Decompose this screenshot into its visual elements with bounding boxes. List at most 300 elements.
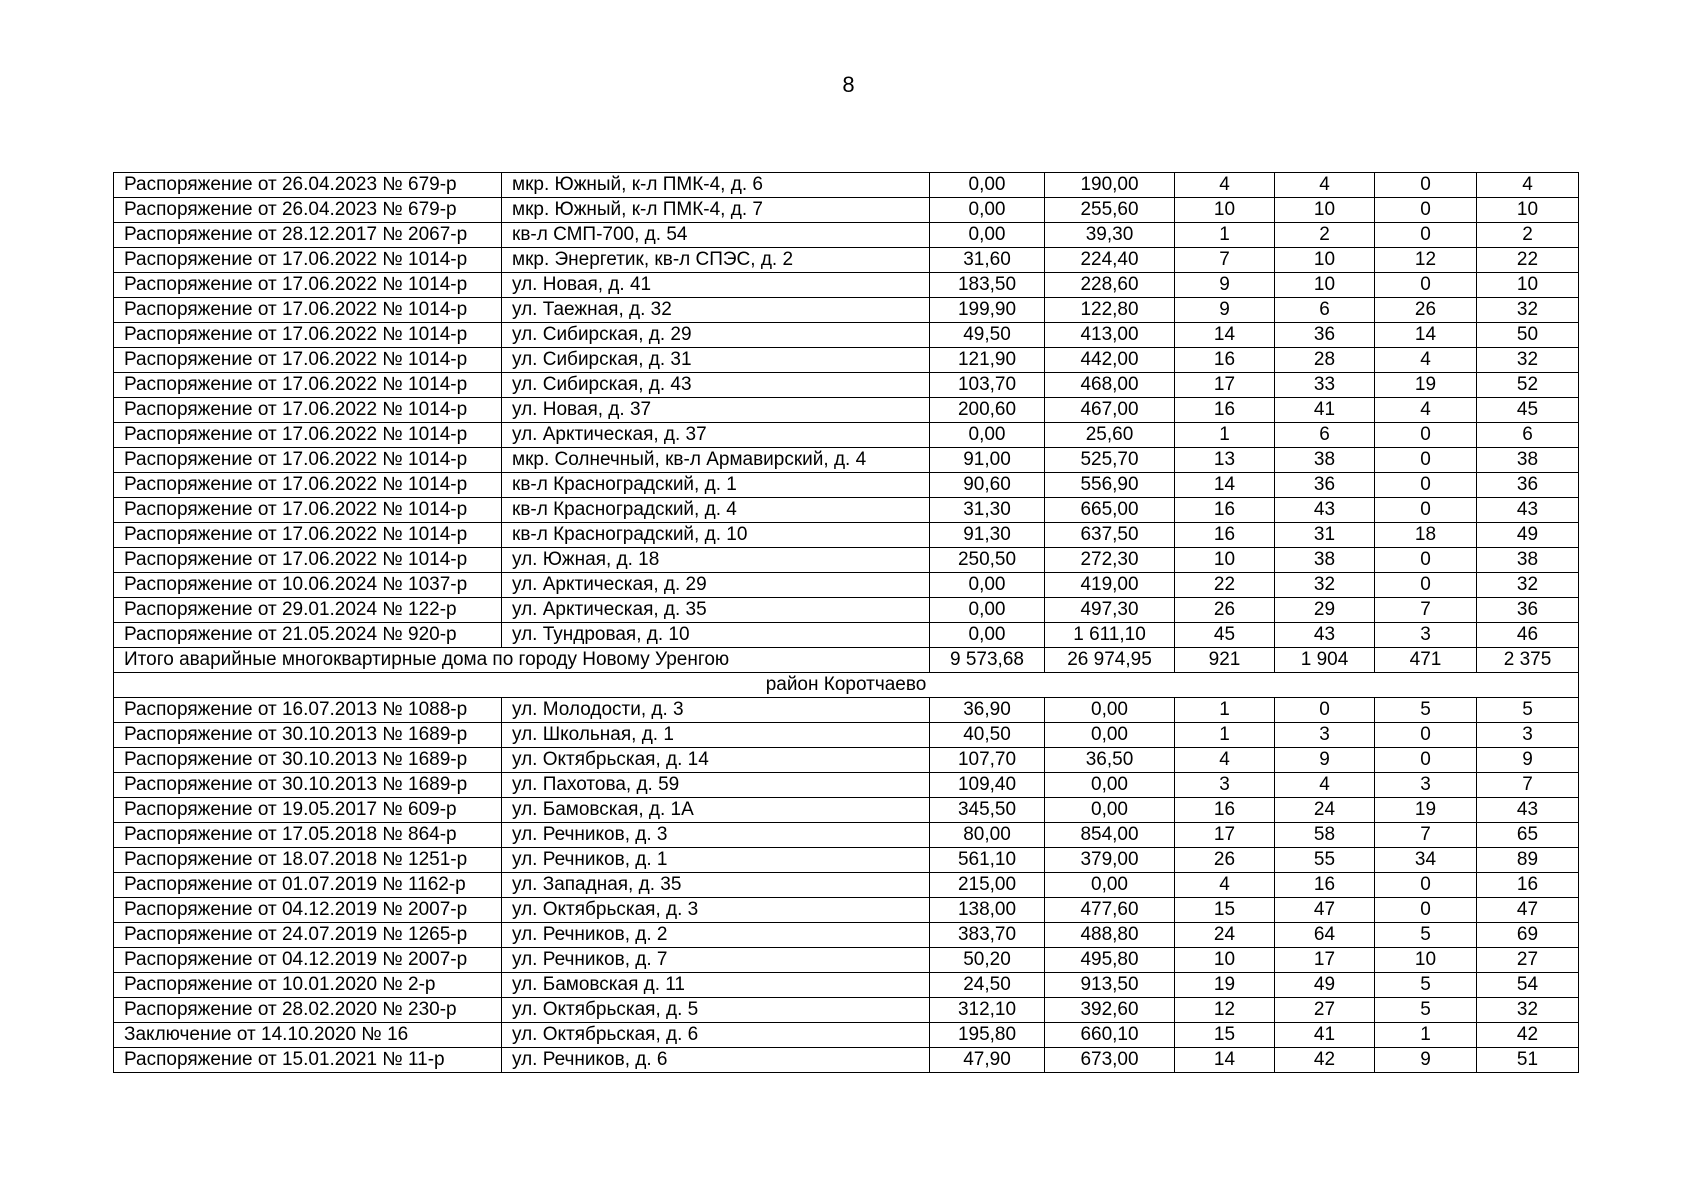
area-cell: 91,30 bbox=[930, 523, 1045, 548]
count-cell: 19 bbox=[1175, 973, 1275, 998]
area-cell: 660,10 bbox=[1045, 1023, 1175, 1048]
area-cell: 138,00 bbox=[930, 898, 1045, 923]
area-cell: 0,00 bbox=[1045, 723, 1175, 748]
doc-cell: Распоряжение от 17.06.2022 № 1014-р bbox=[114, 348, 502, 373]
count-cell: 4 bbox=[1175, 873, 1275, 898]
area-cell: 103,70 bbox=[930, 373, 1045, 398]
count-cell: 19 bbox=[1375, 798, 1477, 823]
area-cell: 525,70 bbox=[1045, 448, 1175, 473]
count-cell: 10 bbox=[1175, 198, 1275, 223]
total-value: 26 974,95 bbox=[1045, 648, 1175, 673]
count-cell: 16 bbox=[1175, 523, 1275, 548]
doc-cell: Распоряжение от 28.12.2017 № 2067-р bbox=[114, 223, 502, 248]
doc-cell: Распоряжение от 15.01.2021 № 11-р bbox=[114, 1048, 502, 1073]
count-cell: 0 bbox=[1375, 423, 1477, 448]
area-cell: 0,00 bbox=[1045, 773, 1175, 798]
address-cell: ул. Новая, д. 37 bbox=[502, 398, 930, 423]
count-cell: 14 bbox=[1175, 323, 1275, 348]
count-cell: 1 bbox=[1175, 423, 1275, 448]
table-row bbox=[114, 623, 1579, 648]
address-cell: ул. Бамовская, д. 1А bbox=[502, 798, 930, 823]
count-cell: 22 bbox=[1175, 573, 1275, 598]
count-cell: 26 bbox=[1175, 848, 1275, 873]
total-value: 921 bbox=[1175, 648, 1275, 673]
doc-cell: Распоряжение от 17.06.2022 № 1014-р bbox=[114, 398, 502, 423]
doc-cell: Распоряжение от 17.06.2022 № 1014-р bbox=[114, 298, 502, 323]
count-cell: 89 bbox=[1477, 848, 1579, 873]
count-cell: 16 bbox=[1175, 398, 1275, 423]
table-row bbox=[114, 473, 1579, 498]
count-cell: 0 bbox=[1375, 173, 1477, 198]
area-cell: 379,00 bbox=[1045, 848, 1175, 873]
count-cell: 10 bbox=[1175, 948, 1275, 973]
doc-cell: Распоряжение от 01.07.2019 № 1162-р bbox=[114, 873, 502, 898]
table-row bbox=[114, 873, 1579, 898]
doc-cell: Распоряжение от 10.01.2020 № 2-р bbox=[114, 973, 502, 998]
section-title: район Коротчаево bbox=[114, 673, 1579, 698]
count-cell: 26 bbox=[1175, 598, 1275, 623]
count-cell: 10 bbox=[1175, 548, 1275, 573]
count-cell: 52 bbox=[1477, 373, 1579, 398]
area-cell: 0,00 bbox=[1045, 698, 1175, 723]
doc-cell: Распоряжение от 26.04.2023 № 679-р bbox=[114, 198, 502, 223]
address-cell: кв-л Красноградский, д. 1 bbox=[502, 473, 930, 498]
table-row bbox=[114, 598, 1579, 623]
count-cell: 15 bbox=[1175, 1023, 1275, 1048]
count-cell: 0 bbox=[1375, 223, 1477, 248]
address-cell: ул. Октябрьская, д. 5 bbox=[502, 998, 930, 1023]
count-cell: 9 bbox=[1175, 298, 1275, 323]
area-cell: 107,70 bbox=[930, 748, 1045, 773]
count-cell: 3 bbox=[1275, 723, 1375, 748]
total-value: 2 375 bbox=[1477, 648, 1579, 673]
count-cell: 1 bbox=[1175, 723, 1275, 748]
table-row bbox=[114, 523, 1579, 548]
table-row bbox=[114, 423, 1579, 448]
table-row bbox=[114, 898, 1579, 923]
table-row bbox=[114, 223, 1579, 248]
address-cell: ул. Арктическая, д. 35 bbox=[502, 598, 930, 623]
doc-cell: Распоряжение от 29.01.2024 № 122-р bbox=[114, 598, 502, 623]
area-cell: 312,10 bbox=[930, 998, 1045, 1023]
count-cell: 4 bbox=[1275, 173, 1375, 198]
count-cell: 42 bbox=[1477, 1023, 1579, 1048]
count-cell: 10 bbox=[1275, 248, 1375, 273]
count-cell: 15 bbox=[1175, 898, 1275, 923]
count-cell: 12 bbox=[1175, 998, 1275, 1023]
address-cell: ул. Речников, д. 7 bbox=[502, 948, 930, 973]
table-row bbox=[114, 498, 1579, 523]
count-cell: 45 bbox=[1477, 398, 1579, 423]
count-cell: 51 bbox=[1477, 1048, 1579, 1073]
area-cell: 0,00 bbox=[930, 423, 1045, 448]
count-cell: 47 bbox=[1275, 898, 1375, 923]
address-cell: кв-л СМП-700, д. 54 bbox=[502, 223, 930, 248]
area-cell: 467,00 bbox=[1045, 398, 1175, 423]
area-cell: 468,00 bbox=[1045, 373, 1175, 398]
area-cell: 228,60 bbox=[1045, 273, 1175, 298]
count-cell: 16 bbox=[1175, 498, 1275, 523]
table-row bbox=[114, 973, 1579, 998]
area-cell: 255,60 bbox=[1045, 198, 1175, 223]
count-cell: 4 bbox=[1175, 173, 1275, 198]
address-cell: мкр. Энергетик, кв-л СПЭС, д. 2 bbox=[502, 248, 930, 273]
address-cell: ул. Октябрьская, д. 14 bbox=[502, 748, 930, 773]
count-cell: 4 bbox=[1375, 348, 1477, 373]
table-row bbox=[114, 748, 1579, 773]
count-cell: 32 bbox=[1275, 573, 1375, 598]
address-cell: ул. Речников, д. 3 bbox=[502, 823, 930, 848]
address-cell: ул. Речников, д. 6 bbox=[502, 1048, 930, 1073]
count-cell: 16 bbox=[1175, 798, 1275, 823]
total-value: 471 bbox=[1375, 648, 1477, 673]
count-cell: 17 bbox=[1175, 373, 1275, 398]
table-row bbox=[114, 198, 1579, 223]
area-cell: 913,50 bbox=[1045, 973, 1175, 998]
area-cell: 673,00 bbox=[1045, 1048, 1175, 1073]
area-cell: 250,50 bbox=[930, 548, 1045, 573]
count-cell: 3 bbox=[1175, 773, 1275, 798]
address-cell: ул. Пахотова, д. 59 bbox=[502, 773, 930, 798]
area-cell: 40,50 bbox=[930, 723, 1045, 748]
area-cell: 0,00 bbox=[930, 623, 1045, 648]
count-cell: 5 bbox=[1375, 998, 1477, 1023]
doc-cell: Распоряжение от 17.06.2022 № 1014-р bbox=[114, 323, 502, 348]
count-cell: 26 bbox=[1375, 298, 1477, 323]
area-cell: 488,80 bbox=[1045, 923, 1175, 948]
address-cell: ул. Сибирская, д. 29 bbox=[502, 323, 930, 348]
area-cell: 0,00 bbox=[930, 573, 1045, 598]
count-cell: 17 bbox=[1275, 948, 1375, 973]
count-cell: 19 bbox=[1375, 373, 1477, 398]
address-cell: мкр. Южный, к-л ПМК-4, д. 7 bbox=[502, 198, 930, 223]
doc-cell: Распоряжение от 10.06.2024 № 1037-р bbox=[114, 573, 502, 598]
count-cell: 9 bbox=[1175, 273, 1275, 298]
address-cell: ул. Школьная, д. 1 bbox=[502, 723, 930, 748]
count-cell: 69 bbox=[1477, 923, 1579, 948]
address-cell: кв-л Красноградский, д. 10 bbox=[502, 523, 930, 548]
count-cell: 49 bbox=[1275, 973, 1375, 998]
count-cell: 5 bbox=[1375, 973, 1477, 998]
count-cell: 43 bbox=[1275, 623, 1375, 648]
address-cell: ул. Сибирская, д. 43 bbox=[502, 373, 930, 398]
total-label: Итого аварийные многоквартирные дома по городу Новому Уренгою bbox=[114, 648, 930, 673]
area-cell: 0,00 bbox=[930, 173, 1045, 198]
count-cell: 9 bbox=[1477, 748, 1579, 773]
count-cell: 2 bbox=[1275, 223, 1375, 248]
address-cell: ул. Речников, д. 1 bbox=[502, 848, 930, 873]
count-cell: 58 bbox=[1275, 823, 1375, 848]
count-cell: 65 bbox=[1477, 823, 1579, 848]
count-cell: 5 bbox=[1477, 698, 1579, 723]
area-cell: 215,00 bbox=[930, 873, 1045, 898]
count-cell: 13 bbox=[1175, 448, 1275, 473]
area-cell: 0,00 bbox=[930, 598, 1045, 623]
count-cell: 7 bbox=[1175, 248, 1275, 273]
count-cell: 54 bbox=[1477, 973, 1579, 998]
count-cell: 9 bbox=[1275, 748, 1375, 773]
count-cell: 6 bbox=[1275, 298, 1375, 323]
count-cell: 7 bbox=[1375, 823, 1477, 848]
doc-cell: Заключение от 14.10.2020 № 16 bbox=[114, 1023, 502, 1048]
doc-cell: Распоряжение от 30.10.2013 № 1689-р bbox=[114, 723, 502, 748]
count-cell: 14 bbox=[1175, 1048, 1275, 1073]
doc-cell: Распоряжение от 17.06.2022 № 1014-р bbox=[114, 248, 502, 273]
total-value: 9 573,68 bbox=[930, 648, 1045, 673]
doc-cell: Распоряжение от 17.06.2022 № 1014-р bbox=[114, 273, 502, 298]
area-cell: 413,00 bbox=[1045, 323, 1175, 348]
table-row bbox=[114, 698, 1579, 723]
count-cell: 36 bbox=[1477, 473, 1579, 498]
area-cell: 200,60 bbox=[930, 398, 1045, 423]
table-row bbox=[114, 1023, 1579, 1048]
doc-cell: Распоряжение от 17.06.2022 № 1014-р bbox=[114, 448, 502, 473]
count-cell: 9 bbox=[1375, 1048, 1477, 1073]
count-cell: 2 bbox=[1477, 223, 1579, 248]
count-cell: 47 bbox=[1477, 898, 1579, 923]
count-cell: 0 bbox=[1375, 473, 1477, 498]
address-cell: ул. Южная, д. 18 bbox=[502, 548, 930, 573]
area-cell: 50,20 bbox=[930, 948, 1045, 973]
housing-table bbox=[113, 172, 1579, 1073]
count-cell: 3 bbox=[1375, 623, 1477, 648]
count-cell: 1 bbox=[1175, 223, 1275, 248]
table-row bbox=[114, 373, 1579, 398]
table-row bbox=[114, 923, 1579, 948]
area-cell: 199,90 bbox=[930, 298, 1045, 323]
count-cell: 24 bbox=[1275, 798, 1375, 823]
count-cell: 12 bbox=[1375, 248, 1477, 273]
page-number: 8 bbox=[842, 72, 855, 97]
area-cell: 183,50 bbox=[930, 273, 1045, 298]
count-cell: 1 bbox=[1175, 698, 1275, 723]
count-cell: 6 bbox=[1275, 423, 1375, 448]
count-cell: 28 bbox=[1275, 348, 1375, 373]
count-cell: 5 bbox=[1375, 698, 1477, 723]
count-cell: 64 bbox=[1275, 923, 1375, 948]
count-cell: 14 bbox=[1175, 473, 1275, 498]
doc-cell: Распоряжение от 04.12.2019 № 2007-р bbox=[114, 948, 502, 973]
area-cell: 383,70 bbox=[930, 923, 1045, 948]
section-header-row bbox=[114, 673, 1579, 698]
total-section bbox=[114, 648, 1579, 698]
count-cell: 10 bbox=[1477, 198, 1579, 223]
count-cell: 5 bbox=[1375, 923, 1477, 948]
doc-cell: Распоряжение от 21.05.2024 № 920-р bbox=[114, 623, 502, 648]
table-body-korotchaevo bbox=[114, 698, 1579, 1073]
table-row bbox=[114, 273, 1579, 298]
area-cell: 272,30 bbox=[1045, 548, 1175, 573]
count-cell: 10 bbox=[1275, 273, 1375, 298]
doc-cell: Распоряжение от 17.06.2022 № 1014-р bbox=[114, 423, 502, 448]
count-cell: 10 bbox=[1275, 198, 1375, 223]
area-cell: 556,90 bbox=[1045, 473, 1175, 498]
count-cell: 16 bbox=[1477, 873, 1579, 898]
count-cell: 36 bbox=[1477, 598, 1579, 623]
area-cell: 91,00 bbox=[930, 448, 1045, 473]
address-cell: ул. Арктическая, д. 37 bbox=[502, 423, 930, 448]
count-cell: 31 bbox=[1275, 523, 1375, 548]
table-row bbox=[114, 398, 1579, 423]
area-cell: 477,60 bbox=[1045, 898, 1175, 923]
count-cell: 0 bbox=[1375, 898, 1477, 923]
area-cell: 0,00 bbox=[1045, 873, 1175, 898]
address-cell: ул. Западная, д. 35 bbox=[502, 873, 930, 898]
count-cell: 4 bbox=[1477, 173, 1579, 198]
area-cell: 442,00 bbox=[1045, 348, 1175, 373]
doc-cell: Распоряжение от 30.10.2013 № 1689-р bbox=[114, 748, 502, 773]
table-row bbox=[114, 348, 1579, 373]
table-row bbox=[114, 848, 1579, 873]
area-cell: 109,40 bbox=[930, 773, 1045, 798]
area-cell: 854,00 bbox=[1045, 823, 1175, 848]
area-cell: 121,90 bbox=[930, 348, 1045, 373]
area-cell: 24,50 bbox=[930, 973, 1045, 998]
count-cell: 4 bbox=[1175, 748, 1275, 773]
count-cell: 7 bbox=[1375, 598, 1477, 623]
area-cell: 637,50 bbox=[1045, 523, 1175, 548]
area-cell: 561,10 bbox=[930, 848, 1045, 873]
area-cell: 80,00 bbox=[930, 823, 1045, 848]
count-cell: 10 bbox=[1477, 273, 1579, 298]
address-cell: ул. Таежная, д. 32 bbox=[502, 298, 930, 323]
count-cell: 0 bbox=[1375, 448, 1477, 473]
doc-cell: Распоряжение от 16.07.2013 № 1088-р bbox=[114, 698, 502, 723]
area-cell: 25,60 bbox=[1045, 423, 1175, 448]
count-cell: 0 bbox=[1375, 498, 1477, 523]
address-cell: ул. Сибирская, д. 31 bbox=[502, 348, 930, 373]
address-cell: ул. Арктическая, д. 29 bbox=[502, 573, 930, 598]
count-cell: 0 bbox=[1375, 198, 1477, 223]
area-cell: 90,60 bbox=[930, 473, 1045, 498]
count-cell: 17 bbox=[1175, 823, 1275, 848]
count-cell: 43 bbox=[1275, 498, 1375, 523]
area-cell: 0,00 bbox=[1045, 798, 1175, 823]
doc-cell: Распоряжение от 17.06.2022 № 1014-р bbox=[114, 523, 502, 548]
address-cell: ул. Речников, д. 2 bbox=[502, 923, 930, 948]
count-cell: 38 bbox=[1275, 548, 1375, 573]
count-cell: 36 bbox=[1275, 323, 1375, 348]
area-cell: 31,30 bbox=[930, 498, 1045, 523]
count-cell: 36 bbox=[1275, 473, 1375, 498]
area-cell: 47,90 bbox=[930, 1048, 1045, 1073]
count-cell: 32 bbox=[1477, 298, 1579, 323]
count-cell: 27 bbox=[1477, 948, 1579, 973]
doc-cell: Распоряжение от 17.06.2022 № 1014-р bbox=[114, 548, 502, 573]
area-cell: 122,80 bbox=[1045, 298, 1175, 323]
table-row bbox=[114, 723, 1579, 748]
count-cell: 0 bbox=[1375, 573, 1477, 598]
count-cell: 38 bbox=[1477, 548, 1579, 573]
count-cell: 3 bbox=[1477, 723, 1579, 748]
table-row bbox=[114, 1048, 1579, 1073]
doc-cell: Распоряжение от 04.12.2019 № 2007-р bbox=[114, 898, 502, 923]
area-cell: 392,60 bbox=[1045, 998, 1175, 1023]
count-cell: 45 bbox=[1175, 623, 1275, 648]
doc-cell: Распоряжение от 24.07.2019 № 1265-р bbox=[114, 923, 502, 948]
area-cell: 665,00 bbox=[1045, 498, 1175, 523]
area-cell: 497,30 bbox=[1045, 598, 1175, 623]
count-cell: 24 bbox=[1175, 923, 1275, 948]
table-row bbox=[114, 548, 1579, 573]
area-cell: 345,50 bbox=[930, 798, 1045, 823]
count-cell: 49 bbox=[1477, 523, 1579, 548]
table-row bbox=[114, 823, 1579, 848]
count-cell: 22 bbox=[1477, 248, 1579, 273]
count-cell: 0 bbox=[1275, 698, 1375, 723]
table-row bbox=[114, 448, 1579, 473]
count-cell: 0 bbox=[1375, 873, 1477, 898]
count-cell: 34 bbox=[1375, 848, 1477, 873]
doc-cell: Распоряжение от 18.07.2018 № 1251-р bbox=[114, 848, 502, 873]
table-row bbox=[114, 773, 1579, 798]
doc-cell: Распоряжение от 17.06.2022 № 1014-р bbox=[114, 373, 502, 398]
count-cell: 29 bbox=[1275, 598, 1375, 623]
count-cell: 3 bbox=[1375, 773, 1477, 798]
address-cell: ул. Тундровая, д. 10 bbox=[502, 623, 930, 648]
table-row bbox=[114, 173, 1579, 198]
table-body-new-urengoy bbox=[114, 173, 1579, 648]
count-cell: 0 bbox=[1375, 748, 1477, 773]
area-cell: 36,50 bbox=[1045, 748, 1175, 773]
table-row bbox=[114, 323, 1579, 348]
count-cell: 27 bbox=[1275, 998, 1375, 1023]
count-cell: 43 bbox=[1477, 498, 1579, 523]
count-cell: 32 bbox=[1477, 573, 1579, 598]
count-cell: 42 bbox=[1275, 1048, 1375, 1073]
count-cell: 16 bbox=[1275, 873, 1375, 898]
area-cell: 495,80 bbox=[1045, 948, 1175, 973]
doc-cell: Распоряжение от 28.02.2020 № 230-р bbox=[114, 998, 502, 1023]
count-cell: 10 bbox=[1375, 948, 1477, 973]
doc-cell: Распоряжение от 30.10.2013 № 1689-р bbox=[114, 773, 502, 798]
doc-cell: Распоряжение от 17.06.2022 № 1014-р bbox=[114, 498, 502, 523]
doc-cell: Распоряжение от 19.05.2017 № 609-р bbox=[114, 798, 502, 823]
total-row bbox=[114, 648, 1579, 673]
count-cell: 32 bbox=[1477, 998, 1579, 1023]
count-cell: 1 bbox=[1375, 1023, 1477, 1048]
count-cell: 41 bbox=[1275, 1023, 1375, 1048]
table-row bbox=[114, 998, 1579, 1023]
area-cell: 39,30 bbox=[1045, 223, 1175, 248]
area-cell: 36,90 bbox=[930, 698, 1045, 723]
doc-cell: Распоряжение от 26.04.2023 № 679-р bbox=[114, 173, 502, 198]
count-cell: 16 bbox=[1175, 348, 1275, 373]
table-row bbox=[114, 798, 1579, 823]
area-cell: 190,00 bbox=[1045, 173, 1175, 198]
area-cell: 195,80 bbox=[930, 1023, 1045, 1048]
total-value: 1 904 bbox=[1275, 648, 1375, 673]
table-row bbox=[114, 248, 1579, 273]
area-cell: 49,50 bbox=[930, 323, 1045, 348]
count-cell: 50 bbox=[1477, 323, 1579, 348]
address-cell: кв-л Красноградский, д. 4 bbox=[502, 498, 930, 523]
count-cell: 18 bbox=[1375, 523, 1477, 548]
table-row bbox=[114, 298, 1579, 323]
area-cell: 0,00 bbox=[930, 198, 1045, 223]
count-cell: 4 bbox=[1375, 398, 1477, 423]
table-row bbox=[114, 573, 1579, 598]
count-cell: 43 bbox=[1477, 798, 1579, 823]
count-cell: 38 bbox=[1477, 448, 1579, 473]
count-cell: 38 bbox=[1275, 448, 1375, 473]
count-cell: 41 bbox=[1275, 398, 1375, 423]
table-row bbox=[114, 948, 1579, 973]
count-cell: 32 bbox=[1477, 348, 1579, 373]
count-cell: 46 bbox=[1477, 623, 1579, 648]
address-cell: мкр. Солнечный, кв-л Армавирский, д. 4 bbox=[502, 448, 930, 473]
area-cell: 224,40 bbox=[1045, 248, 1175, 273]
